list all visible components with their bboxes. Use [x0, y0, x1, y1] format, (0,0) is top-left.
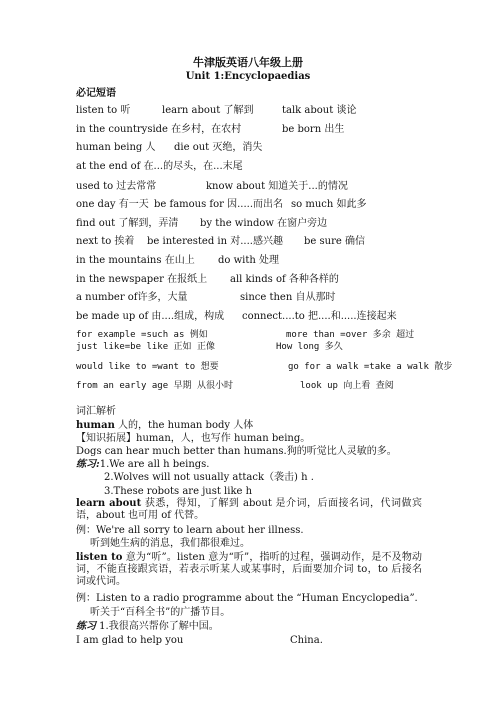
learn-about-entry: learn about 获悉，得知，了解到 about 是介词，后面接名词，代词做宾语，about 也可用 of 代替。 — [76, 498, 422, 521]
phrase-item: would like to =want to 想要 — [76, 362, 219, 372]
phrase-item: be born 出生 — [282, 124, 345, 135]
phrase-item: since then 自从那时 — [240, 292, 336, 303]
listen-to-entry: listen to 意为“听”。listen 意为“听”，指听的过程，强调动作，是不及物动词，不能直接跟宾语，若表示听某人或某事时，后面要加介词 to，to 后接名词或代词。 — [76, 552, 422, 587]
phrase-item: listen to 听 — [76, 105, 131, 116]
vocab-heading: 词汇解析 — [76, 406, 116, 417]
human-exercise-2: 2.Wolves will not usually attack（袭击) h . — [104, 472, 314, 483]
phrase-item: so much 如此多 — [291, 199, 367, 210]
phrase-item: in the newspaper 在报纸上 — [76, 274, 208, 285]
phrase-item: in the countryside 在乡村，在农村 — [76, 124, 242, 135]
phrase-item: die out 灭绝，消失 — [174, 142, 263, 153]
phrase-item: from an early age 早期 从很小时 — [76, 381, 233, 391]
listen-to-exercise-line: I am glad to help you — [76, 635, 184, 646]
phrase-item: just like=be like 正如 正像 — [76, 342, 215, 352]
document-title: 牛津版英语八年级上册 — [193, 56, 303, 69]
phrase-item: be interested in 对....感兴趣 — [147, 236, 283, 247]
listen-to-example-zh: 听关于“百科全书”的广播节目。 — [90, 607, 231, 618]
human-exercise-3: 3.These robots are just like h — [104, 486, 253, 497]
phrase-item: know about 知道关于...的情况 — [206, 181, 348, 192]
human-extension: 【知识拓展】human，人，也写作 human being。 — [76, 433, 311, 444]
phrase-item: all kinds of 各种各样的 — [230, 274, 339, 285]
document-subtitle: Unit 1:Encyclopaedias — [185, 71, 311, 82]
phrase-item: connect....to 把....和.....连接起来 — [242, 311, 397, 322]
phrase-item: How long 多久 — [276, 342, 343, 352]
human-example: Dogs can hear much better than humans.狗的听觉比人灵敏的多。 — [76, 446, 397, 457]
human-entry: human 人的，the human body 人体 — [76, 420, 254, 431]
listen-to-exercise-1: 练习 1.我很高兴帮你了解中国。 — [76, 621, 219, 632]
phrase-item: be famous for 因.....而出名 — [154, 199, 284, 210]
phrase-item: talk about 谈论 — [282, 105, 357, 116]
learn-about-example: 例：We're all sorry to learn about her illness. — [76, 525, 304, 536]
phrase-item: be made up of 由....组成，构成 — [76, 311, 225, 322]
phrase-item: at the end of 在...的尽头，在...末尾 — [76, 161, 243, 172]
phrase-item: next to 挨着 — [76, 236, 135, 247]
phrase-item: by the window 在窗户旁边 — [200, 218, 328, 229]
phrase-item: in the mountains 在山上 — [76, 255, 195, 266]
phrase-item: do with 处理 — [218, 255, 280, 266]
phrase-item: find out 了解到，弄清 — [76, 218, 179, 229]
human-exercise-1: 练习:1.We are all h beings. — [76, 459, 210, 470]
phrase-item: look up 向上看 查阅 — [300, 381, 394, 391]
phrase-item: a number of许多，大量 — [76, 292, 188, 303]
phrase-item: go for a walk =take a walk 散步 — [288, 362, 453, 372]
phrase-item: more than =over 多余 超过 — [286, 330, 415, 340]
phrase-item: used to 过去常常 — [76, 181, 157, 192]
phrase-item: be sure 确信 — [304, 236, 365, 247]
phrase-item: learn about 了解到 — [162, 105, 254, 116]
phrases-heading: 必记短语 — [76, 88, 116, 99]
listen-to-example: 例：Listen to a radio programme about the “Human Encyclopedia”. — [76, 593, 418, 604]
phrase-item: for example =such as 例如 — [76, 330, 208, 340]
phrase-item: one day 有一天 — [76, 199, 149, 210]
listen-to-exercise-end: China. — [290, 635, 323, 646]
phrase-item: human being 人 — [76, 142, 156, 153]
learn-about-example-zh: 听到她生病的消息，我们都很难过。 — [90, 538, 250, 549]
